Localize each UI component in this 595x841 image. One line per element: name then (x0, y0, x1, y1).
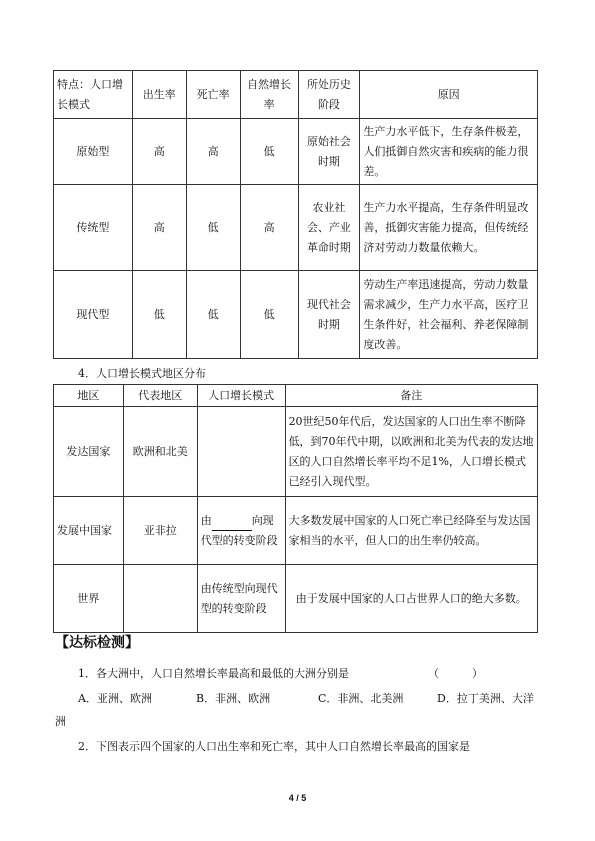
table-header-cell: 备注 (285, 385, 537, 407)
table-cell: 亚非拉 (123, 497, 197, 565)
table-cell (123, 565, 197, 633)
table-cell: 20世纪50年代后，发达国家的人口出生率不断降低，到70年代中期，以欧洲和北美为代表的发达地区的人口自然增长率平均不足1%，人口增长模式已经引入现代型。 (285, 407, 537, 497)
table-header-cell: 地区 (54, 385, 124, 407)
table-header-cell: 原因 (360, 71, 538, 119)
table-header-cell: 自然增长率 (240, 71, 298, 119)
option-b: B．非洲、欧洲 (196, 692, 271, 705)
section-heading: 【达标检测】 (55, 635, 139, 651)
mode-suffix: 向现代型的转变阶段 (200, 513, 278, 547)
table-cell: 农业社会、产业革命时期 (298, 185, 360, 271)
option-d: D．拉丁美洲、大洋 (437, 692, 534, 705)
page-number: 4 / 5 (288, 793, 307, 803)
table-cell: 低 (240, 271, 298, 359)
table-cell: 大多数发展中国家的人口死亡率已经降至与发达国家相当的水平，但人口的出生率仍较高。 (285, 497, 537, 565)
table-header-cell: 特点：人口增长模式 (54, 71, 133, 119)
table-cell: 发展中国家 (54, 497, 124, 565)
mode-prefix: 由 (200, 513, 212, 527)
table-cell: 由于发展中国家的人口占世界人口的绝大多数。 (285, 565, 537, 633)
table-cell: 原始型 (54, 119, 133, 185)
option-d-wrap: 洲 (55, 715, 66, 728)
section-4-title: 4．人口增长模式地区分布 (78, 367, 206, 380)
table-cell: 传统型 (54, 185, 133, 271)
question-2-stem: 2．下图表示四个国家的人口出生率和死亡率，其中人口自然增长率最高的国家是 (78, 740, 470, 753)
table-cell: 劳动生产率迅速提高，劳动力数量需求减少，生产力水平高，医疗卫生条件好，社会福利、养老保障制度改善。 (360, 271, 538, 359)
table-header-row (54, 385, 538, 407)
table-cell: 原始社会时期 (298, 119, 360, 185)
table-cell: 现代型 (54, 271, 133, 359)
option-c: C．非洲、北美洲 (318, 692, 404, 705)
table-row (54, 119, 538, 185)
population-growth-types-table (53, 70, 538, 359)
table-cell: 低 (240, 119, 298, 185)
table-header-cell: 死亡率 (186, 71, 240, 119)
table-row (54, 185, 538, 271)
table-cell: 世界 (54, 565, 124, 633)
table-cell: 低 (186, 185, 240, 271)
table-cell: 高 (132, 119, 186, 185)
table-cell: 发达国家 (54, 407, 124, 497)
table-cell: 高 (132, 185, 186, 271)
table-header-cell: 所处历史阶段 (298, 71, 360, 119)
table-cell (197, 407, 285, 497)
table-row (54, 271, 538, 359)
table-header-cell: 代表地区 (123, 385, 197, 407)
table-cell: 现代社会时期 (298, 271, 360, 359)
table-header-cell: 人口增长模式 (197, 385, 285, 407)
table-cell (197, 497, 285, 565)
table-header-cell: 出生率 (132, 71, 186, 119)
regional-distribution-table (53, 384, 538, 633)
table-cell: 由传统型向现代型的转变阶段 (197, 565, 285, 633)
table-cell: 低 (132, 271, 186, 359)
table-cell: 生产力水平低下，生存条件极差，人们抵御自然灾害和疾病的能力很差。 (360, 119, 538, 185)
table-cell: 欧洲和北美 (123, 407, 197, 497)
table-row (54, 565, 538, 633)
table-cell: 高 (240, 185, 298, 271)
question-1-stem: 1．各大洲中，人口自然增长率最高和最低的大洲分别是 (78, 667, 349, 680)
option-a: A．亚洲、欧洲 (78, 692, 152, 705)
table-header-row (54, 71, 538, 119)
table-cell: 低 (186, 271, 240, 359)
table-cell: 生产力水平提高，生存条件明显改善，抵御灾害能力提高，但传统经济对劳动力数量依赖大。 (360, 185, 538, 271)
answer-paren: （ ） (428, 667, 483, 680)
table-row (54, 407, 538, 497)
table-row (54, 497, 538, 565)
table-cell: 高 (186, 119, 240, 185)
fill-blank[interactable] (212, 518, 252, 531)
